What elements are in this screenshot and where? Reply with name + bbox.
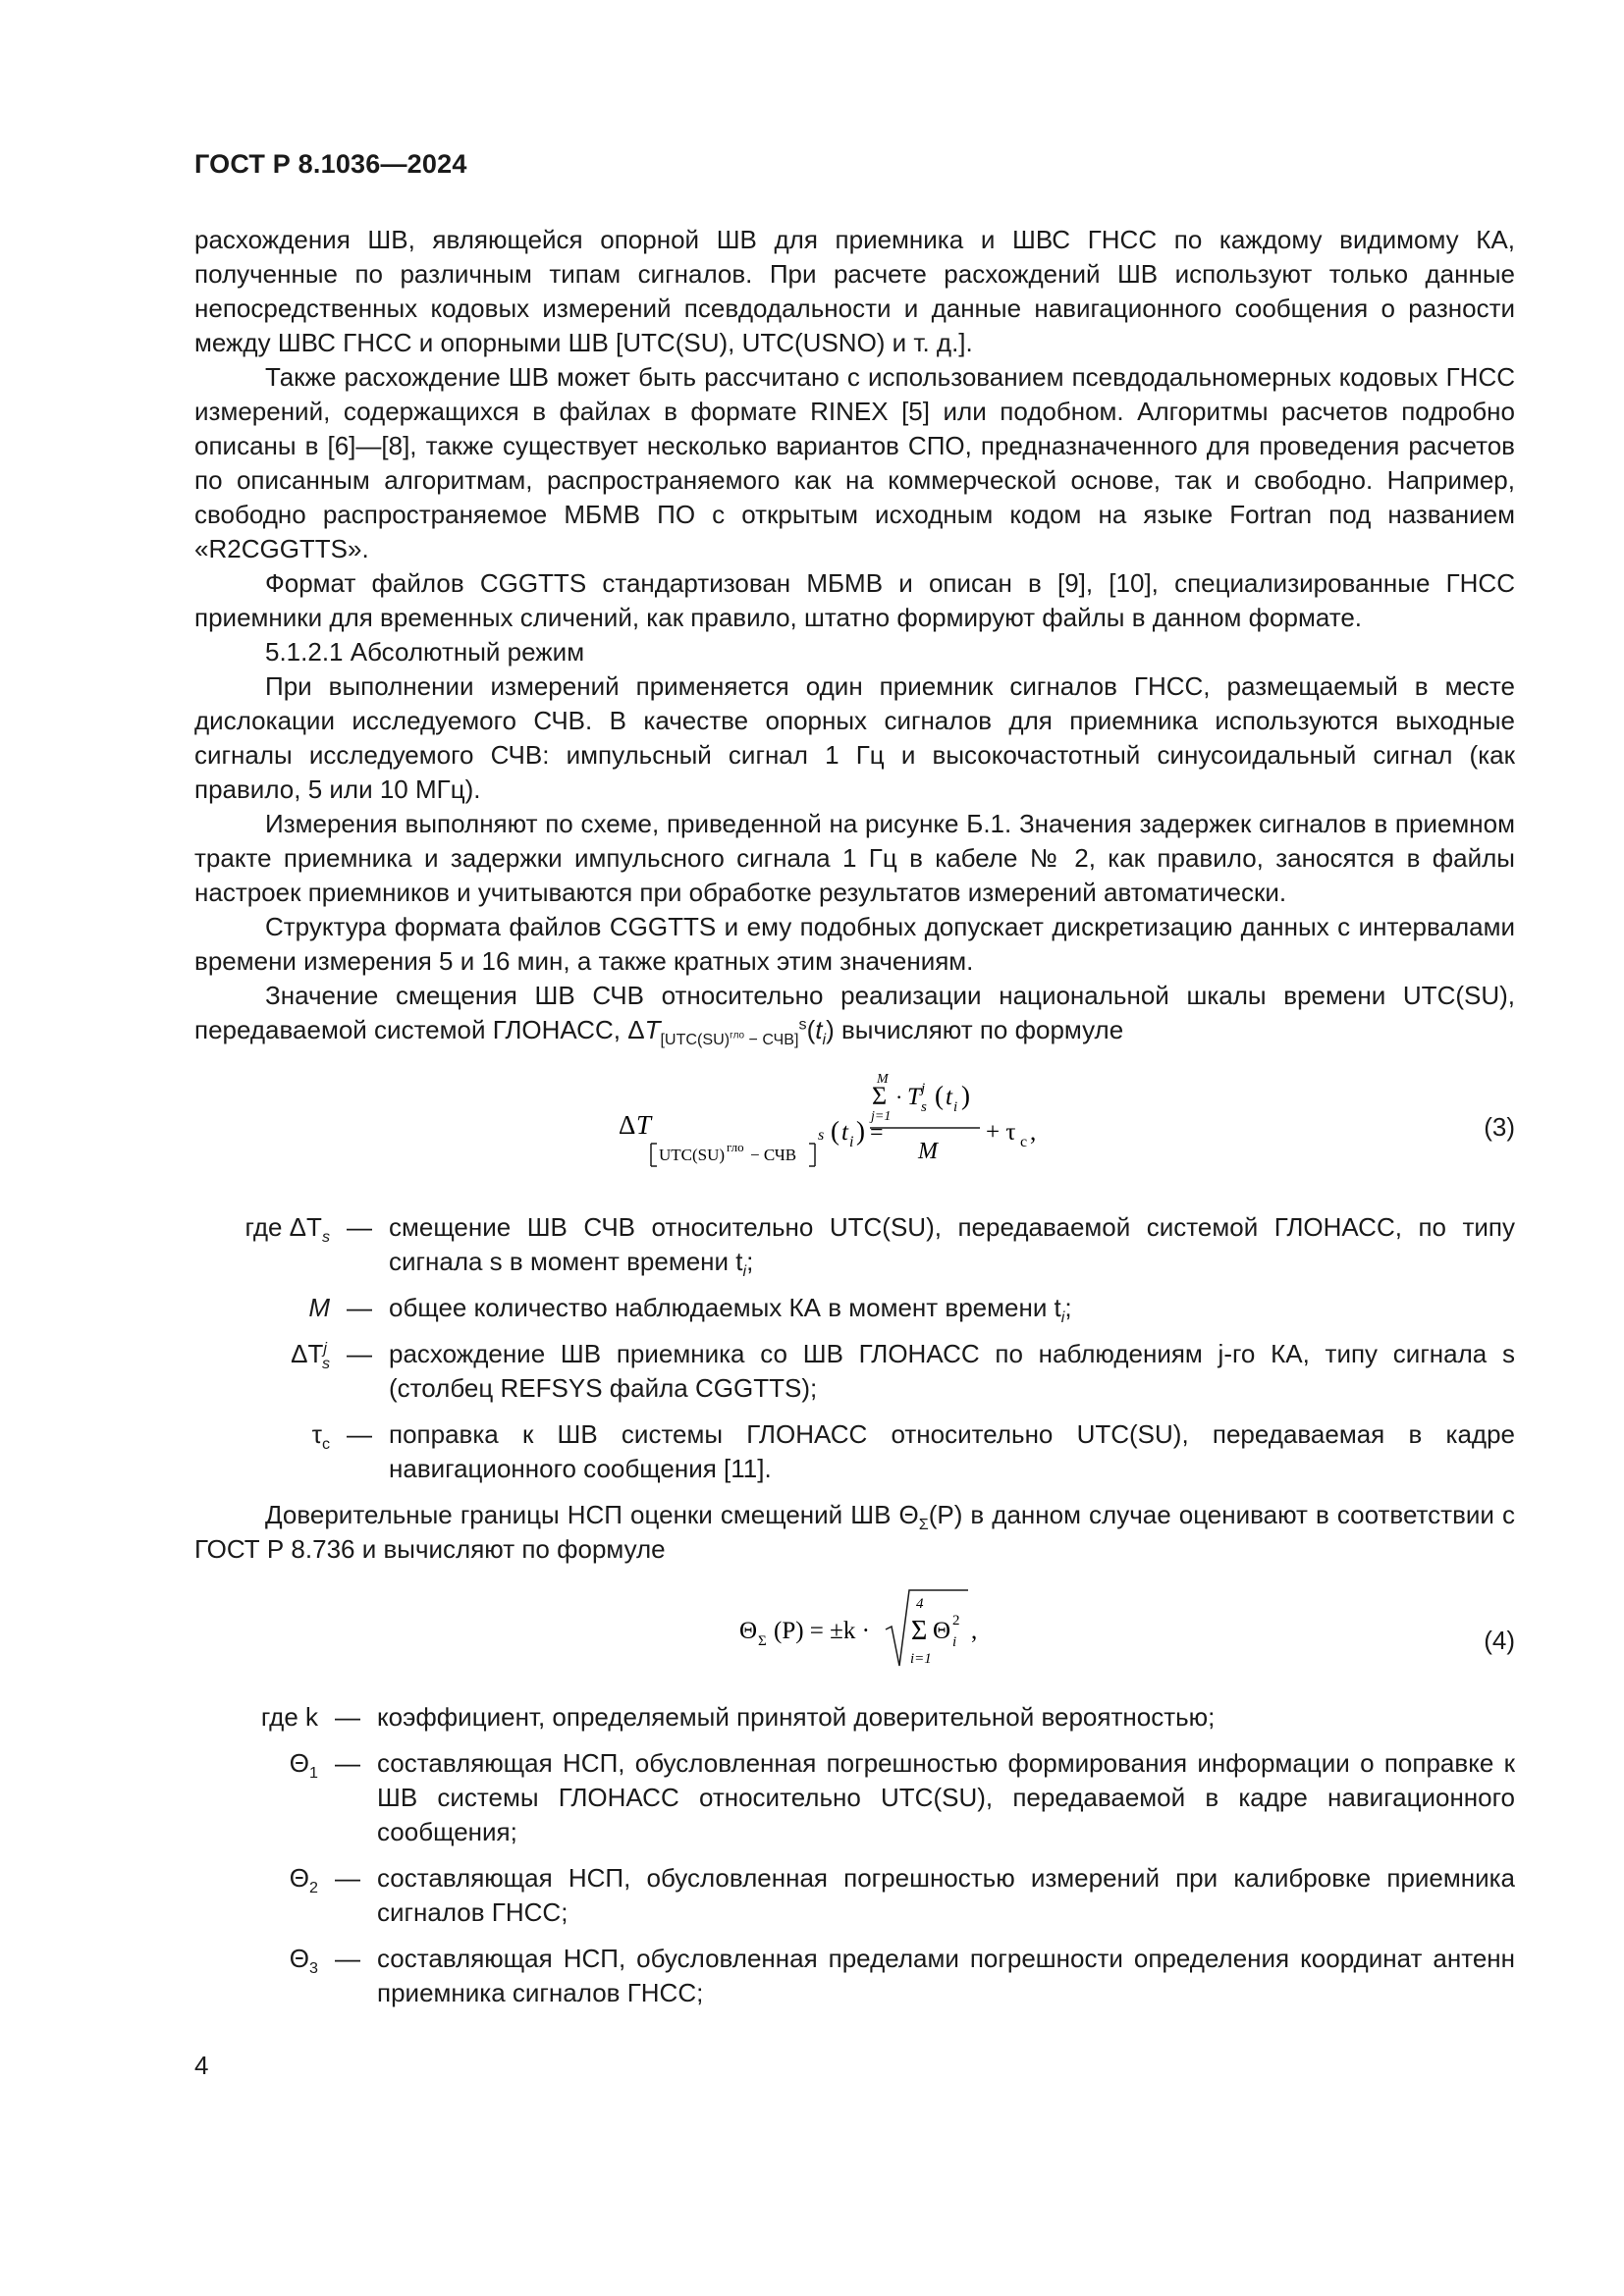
- svg-text:T: T: [636, 1110, 652, 1140]
- formula-4-lhs: Θ: [739, 1618, 758, 1644]
- legend-symbol: $\Theta_3$: [289, 1944, 318, 1978]
- document-body: [194, 223, 1515, 2022]
- svg-text:=: =: [870, 1120, 884, 1146]
- svg-text:Σ: Σ: [911, 1616, 928, 1646]
- formula-3-bracket-text: UTC(SU): [659, 1146, 726, 1164]
- formula-3-sum-bottom: j=1: [871, 1109, 892, 1124]
- svg-text:T: T: [907, 1084, 921, 1110]
- paragraph: Измерения выполняют по схеме, приведенной на рисунке Б.1. Значения задержек сигналов в приемном тракте приемника и задержки импульсного сигнала 1 Гц в кабеле № 2, как правило, заносятся в файлы настроек приемников и учитываются при обработке результатов измерений автоматически.: [194, 809, 1515, 907]
- svg-text:(: (: [935, 1081, 944, 1110]
- formula-3-denominator: M: [918, 1139, 938, 1164]
- svg-text:Σ: Σ: [872, 1082, 888, 1110]
- legend-symbol: $\Theta_1$: [289, 1748, 318, 1783]
- formula-4: [194, 1573, 1515, 1686]
- formula-3-number: (3): [1484, 1112, 1515, 1142]
- formula-3-tail-end: ,: [1030, 1119, 1037, 1146]
- legend-symbol: $\Theta_2$: [289, 1863, 318, 1897]
- formula-4-legend: где k — коэффициент, определяемый принятой доверительной вероятностью;: [194, 1700, 1515, 1735]
- svg-text:i: i: [849, 1134, 854, 1150]
- paragraph: Также расхождение ШВ может быть рассчитано с использованием псевдодальномерных кодовых ГНСС измерений, содержащихся в файлах в формате RINEX [5] или подобном. Алгоритмы расчетов подробно описаны в [6]—[8], также существует несколько вариантов СПО, предназначенного для проведения расчетов по описанным алгоритмам, распространяемого как на коммерческой основе, так и свободно. Например, свободно распространяемое МБМВ ПО с открытым исходным кодом на языке Fortran под названием «R2CGGTTS».: [194, 362, 1515, 563]
- formula-3-tail: + τ: [986, 1119, 1016, 1146]
- svg-text:s: s: [921, 1099, 927, 1115]
- formula-4-tail: ,: [971, 1618, 978, 1644]
- svg-text:s: s: [818, 1127, 825, 1144]
- paragraph: расхождения ШВ, являющейся опорной ШВ для приемника и ШВС ГНСС по каждому видимому КА, полученные по различным типам сигналов. При расчете расхождений ШВ используют только данные непосредственных кодовых измерений псевдодальности и данные навигационного сообщения о разности между ШВС ГНСС и опорными ШВ [UTC(SU), UTC(USNO) и т. д.].: [194, 225, 1515, 357]
- legend-symbol: M: [308, 1293, 330, 1322]
- formula-3-legend: $\tau_с$ — поправка к ШВ системы ГЛОНАСС относительно UTC(SU), передаваемая в кадре навигационного сообщения [11].: [194, 1417, 1515, 1486]
- formula-4-sum-top: 4: [916, 1596, 924, 1612]
- formula-3-sum-top: M: [877, 1072, 889, 1087]
- formula-4-intro: Доверительные границы НСП оценки смещений ШВ $\Theta_\Sigma(P)$ в данном случае оценивают в соответствии с ГОСТ Р 8.736 и вычисляют по формуле: [194, 1500, 1515, 1564]
- svg-text:(: (: [831, 1116, 839, 1146]
- formula-3-tail-sub: с: [1020, 1134, 1028, 1150]
- svg-text:Δ: Δ: [619, 1110, 636, 1140]
- svg-text:t: t: [946, 1084, 952, 1110]
- formula-4-legend: $\Theta_1$ — составляющая НСП, обусловленная погрешностью формирования информации о поправке к ШВ системы ГЛОНАСС относительно UTC(SU), передаваемой в кадре навигационного сообщения;: [194, 1746, 1515, 1849]
- svg-text:): ): [961, 1081, 970, 1110]
- svg-text:): ): [856, 1116, 865, 1146]
- formula-4-legend: $\Theta_2$ — составляющая НСП, обусловленная погрешностью измерений при калибровке приемника сигналов ГНСС;: [194, 1861, 1515, 1930]
- legend-symbol: где $\Delta T_s$: [244, 1212, 330, 1247]
- formula-3-legend: M — общее количество наблюдаемых КА в момент времени $t_i$;: [194, 1291, 1515, 1325]
- formula-4-graphic: [194, 1573, 1515, 1686]
- formula-4-sum-bottom: i=1: [910, 1651, 932, 1667]
- formula-4-legend: $\Theta_3$ — составляющая НСП, обусловленная пределами погрешности определения координат антенн приемника сигналов ГНСС;: [194, 1942, 1515, 2010]
- svg-text:i: i: [953, 1099, 958, 1115]
- formula-3-legend: $\Delta T^j_s$ — расхождение ШВ приемника со ШВ ГЛОНАСС по наблюдениям j-го КА, типу сигнала s (столбец REFSYS файла CGGTTS);: [194, 1337, 1515, 1406]
- formula-4-term-sub: i: [952, 1634, 957, 1650]
- formula-4-term-sup: 2: [952, 1613, 960, 1629]
- formula-3-graphic: [194, 1053, 1515, 1197]
- legend-symbol: $\Delta T^j_s$: [291, 1339, 330, 1373]
- legend-symbol: $\tau_с$: [311, 1419, 330, 1454]
- formula-3-legend: где $\Delta T_s$ — смещение ШВ СЧВ относительно UTC(SU), передаваемой системой ГЛОНАСС, по типу сигнала s в момент времени $t_i$;: [194, 1210, 1515, 1279]
- formula-3-minus-chv: − СЧВ: [750, 1146, 797, 1164]
- svg-text:t: t: [841, 1119, 848, 1146]
- page-number: 4: [194, 2051, 209, 2080]
- formula-4-lhs-arg: (P) = ±k ·: [774, 1618, 870, 1644]
- formula-3-intro: Значение смещения ШВ СЧВ относительно реализации национальной шкалы времени UTC(SU), передаваемой системой ГЛОНАСС, $\Delta T_{[UTC(SU)^{гло} - СЧВ]}^s(t_i)$ вычисляют по формуле: [194, 981, 1515, 1049]
- paragraph: Структура формата файлов CGGTTS и ему подобных допускает дискретизацию данных с интервалами времени измерения 5 и 16 мин, а также кратных этим значениям.: [194, 912, 1515, 976]
- paragraph: Формат файлов CGGTTS стандартизован МБМВ и описан в [9], [10], специализированные ГНСС приемники для временных сличений, как правило, штатно формируют файлы в данном формате.: [194, 568, 1515, 632]
- formula-3: [194, 1053, 1515, 1197]
- legend-symbol: где k: [260, 1702, 318, 1732]
- document-header: ГОСТ Р 8.1036—2024: [194, 149, 467, 179]
- svg-text:j: j: [921, 1081, 926, 1096]
- formula-4-lhs-sub: Σ: [758, 1633, 767, 1649]
- svg-text:·: ·: [895, 1085, 903, 1109]
- formula-4-term: Θ: [933, 1618, 951, 1644]
- section-heading: 5.1.2.1 Абсолютный режим: [265, 637, 585, 667]
- formula-3-glo: гло: [727, 1140, 744, 1154]
- formula-4-number: (4): [1484, 1626, 1515, 1655]
- paragraph: При выполнении измерений применяется один приемник сигналов ГНСС, размещаемый в месте дислокации исследуемого СЧВ. В качестве опорных сигналов для приемника используются выходные сигналы исследуемого СЧВ: импульсный сигнал 1 Гц и высокочастотный синусоидальный сигнал (как правило, 5 или 10 МГц).: [194, 671, 1515, 804]
